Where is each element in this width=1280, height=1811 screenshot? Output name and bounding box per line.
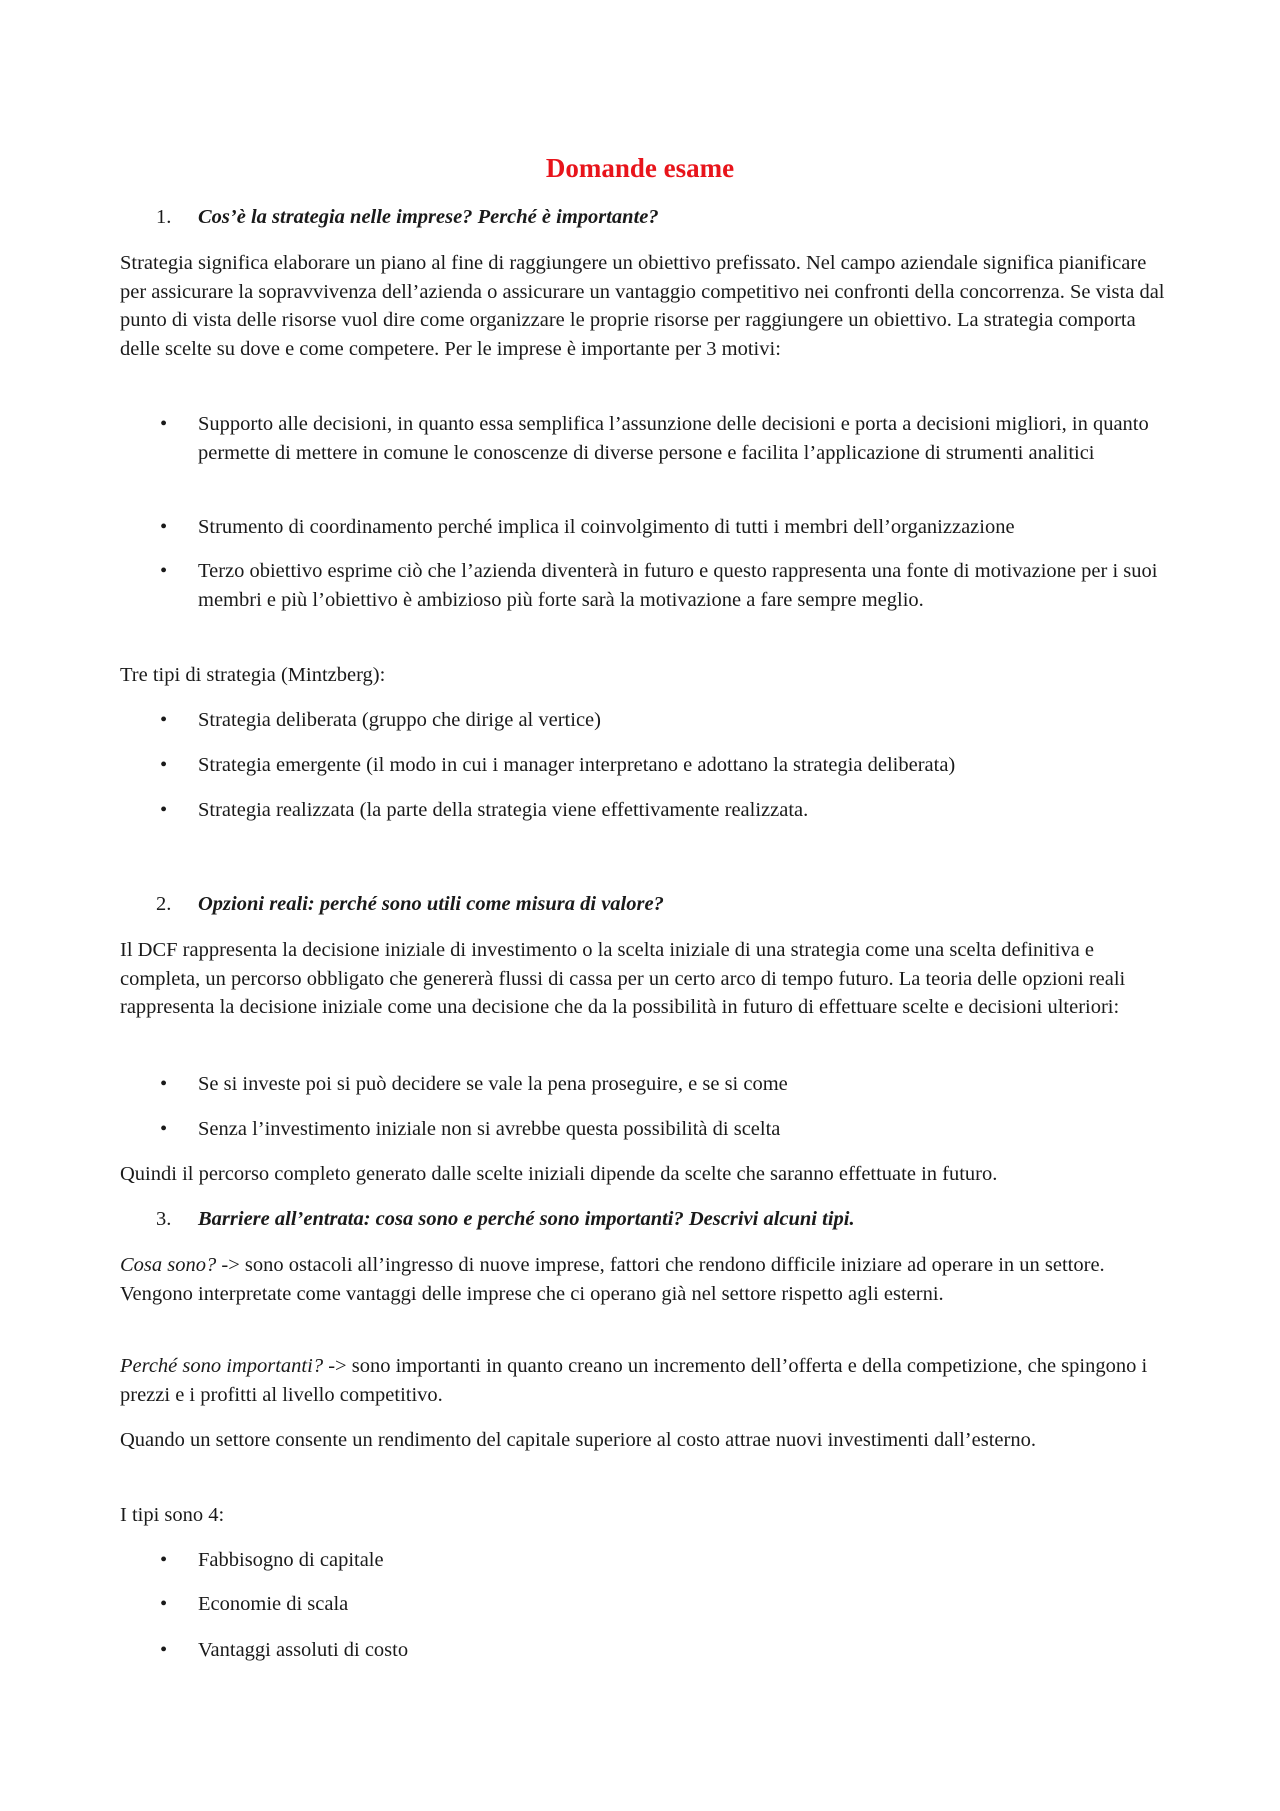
list-item-text: Se si investe poi si può decidere se vale la pena proseguire, e se si come <box>198 1073 788 1095</box>
list-item-text: Strategia emergente (il modo in cui i manager interpretano e adottano la strategia deliberata) <box>198 754 956 776</box>
page-title: Domande esame <box>545 153 735 183</box>
list-item <box>160 1070 1170 1099</box>
list-item-text: Strategia realizzata (la parte della strategia viene effettivamente realizzata. <box>198 799 809 821</box>
list-item-text: Economie di scala <box>198 1593 349 1615</box>
list-item-text: Fabbisogno di capitale <box>198 1549 384 1571</box>
bullet-icon: • <box>160 516 168 538</box>
list-item-text: Vantaggi assoluti di costo <box>198 1639 409 1661</box>
list-item <box>160 796 1170 825</box>
answer-why <box>120 1352 1170 1409</box>
question-text: Cos’è la strategia nelle imprese? Perché è importante? <box>198 206 659 228</box>
list-item <box>160 513 1170 542</box>
list-item <box>160 1590 1170 1619</box>
list-item-text: Terzo obiettivo esprime ciò che l’azienda diventerà in futuro e questo rappresenta una fonte di motivazione per i suoi membri e più l’obiettivo è ambizioso più forte sarà la motivazione a fare sempre meglio. <box>198 560 1158 611</box>
list-item <box>160 1636 1170 1665</box>
bullet-icon: • <box>160 754 168 776</box>
bullet-icon: • <box>160 1549 168 1571</box>
list-item <box>160 1546 1170 1575</box>
types-intro: Tre tipi di strategia (Mintzberg): <box>120 664 386 686</box>
what-label: Cosa sono? <box>120 1254 217 1276</box>
question-number: 1. <box>156 206 172 228</box>
why-label: Perché sono importanti? <box>120 1355 324 1377</box>
bullet-icon: • <box>160 1639 168 1661</box>
list-item <box>160 751 1170 780</box>
list-item <box>160 557 1170 614</box>
bullet-icon: • <box>160 1073 168 1095</box>
answer-paragraph: Strategia significa elaborare un piano al fine di raggiungere un obiettivo prefissato. Nel campo aziendale significa pianificare per assicurare la sopravvivenza dell’azienda o assicurare un vantaggio competitivo nei confronti della concorrenza. Se vista dal punto di vista delle risorse vuol dire come organizzare le proprie risorse per raggiungere un obiettivo. La strategia comporta delle scelte su dove e come competere. Per le imprese è importante per 3 motivi: <box>120 252 1165 361</box>
answer-extra: Quando un settore consente un rendimento del capitale superiore al costo attrae nuovi investimenti dall’esterno. <box>120 1429 1036 1451</box>
list-item <box>160 1115 1170 1144</box>
list-item-text: Supporto alle decisioni, in quanto essa semplifica l’assunzione delle decisioni e porta a decisioni migliori, in quanto permette di mettere in comune le conoscenze di diverse persone e facilita l’applicazione di strumenti analitici <box>198 413 1149 464</box>
types-intro: I tipi sono 4: <box>120 1504 225 1526</box>
question-text: Opzioni reali: perché sono utili come misura di valore? <box>198 893 664 915</box>
list-item-text: Senza l’investimento iniziale non si avrebbe questa possibilità di scelta <box>198 1118 781 1140</box>
bullet-icon: • <box>160 799 168 821</box>
question-number: 2. <box>156 893 172 915</box>
bullet-icon: • <box>160 413 168 435</box>
answer-paragraph: Il DCF rappresenta la decisione iniziale di investimento o la scelta iniziale di una strategia come una scelta definitiva e completa, un percorso obbligato che genererà flussi di cassa per un certo arco di tempo futuro. La teoria delle opzioni reali rappresenta la decisione iniziale come una decisione che da la possibilità in futuro di effettuare scelte e decisioni ulteriori: <box>120 939 1126 1019</box>
answer-conclusion: Quindi il percorso completo generato dalle scelte iniziali dipende da scelte che saranno effettuate in futuro. <box>120 1163 998 1185</box>
list-item <box>160 410 1170 467</box>
question-3 <box>156 1205 855 1234</box>
list-item-text: Strategia deliberata (gruppo che dirige al vertice) <box>198 709 601 731</box>
bullet-icon: • <box>160 1593 168 1615</box>
question-2 <box>156 890 664 919</box>
question-1 <box>156 203 659 232</box>
bullet-icon: • <box>160 1118 168 1140</box>
question-text: Barriere all’entrata: cosa sono e perché sono importanti? Descrivi alcuni tipi. <box>198 1208 855 1230</box>
question-number: 3. <box>156 1208 172 1230</box>
answer-what <box>120 1251 1170 1308</box>
why-text: -> sono importanti in quanto creano un incremento dell’offerta e della competizione, che spingono i prezzi e i profitti al livello competitivo. <box>120 1355 1148 1406</box>
list-item <box>160 706 1170 735</box>
what-text: -> sono ostacoli all’ingresso di nuove imprese, fattori che rendono difficile iniziare ad operare in un settore. Vengono interpretate come vantaggi delle imprese che ci operano già nel settore rispetto agli esterni. <box>120 1254 1105 1305</box>
bullet-icon: • <box>160 709 168 731</box>
list-item-text: Strumento di coordinamento perché implica il coinvolgimento di tutti i membri dell’organizzazione <box>198 516 1015 538</box>
bullet-icon: • <box>160 560 168 582</box>
